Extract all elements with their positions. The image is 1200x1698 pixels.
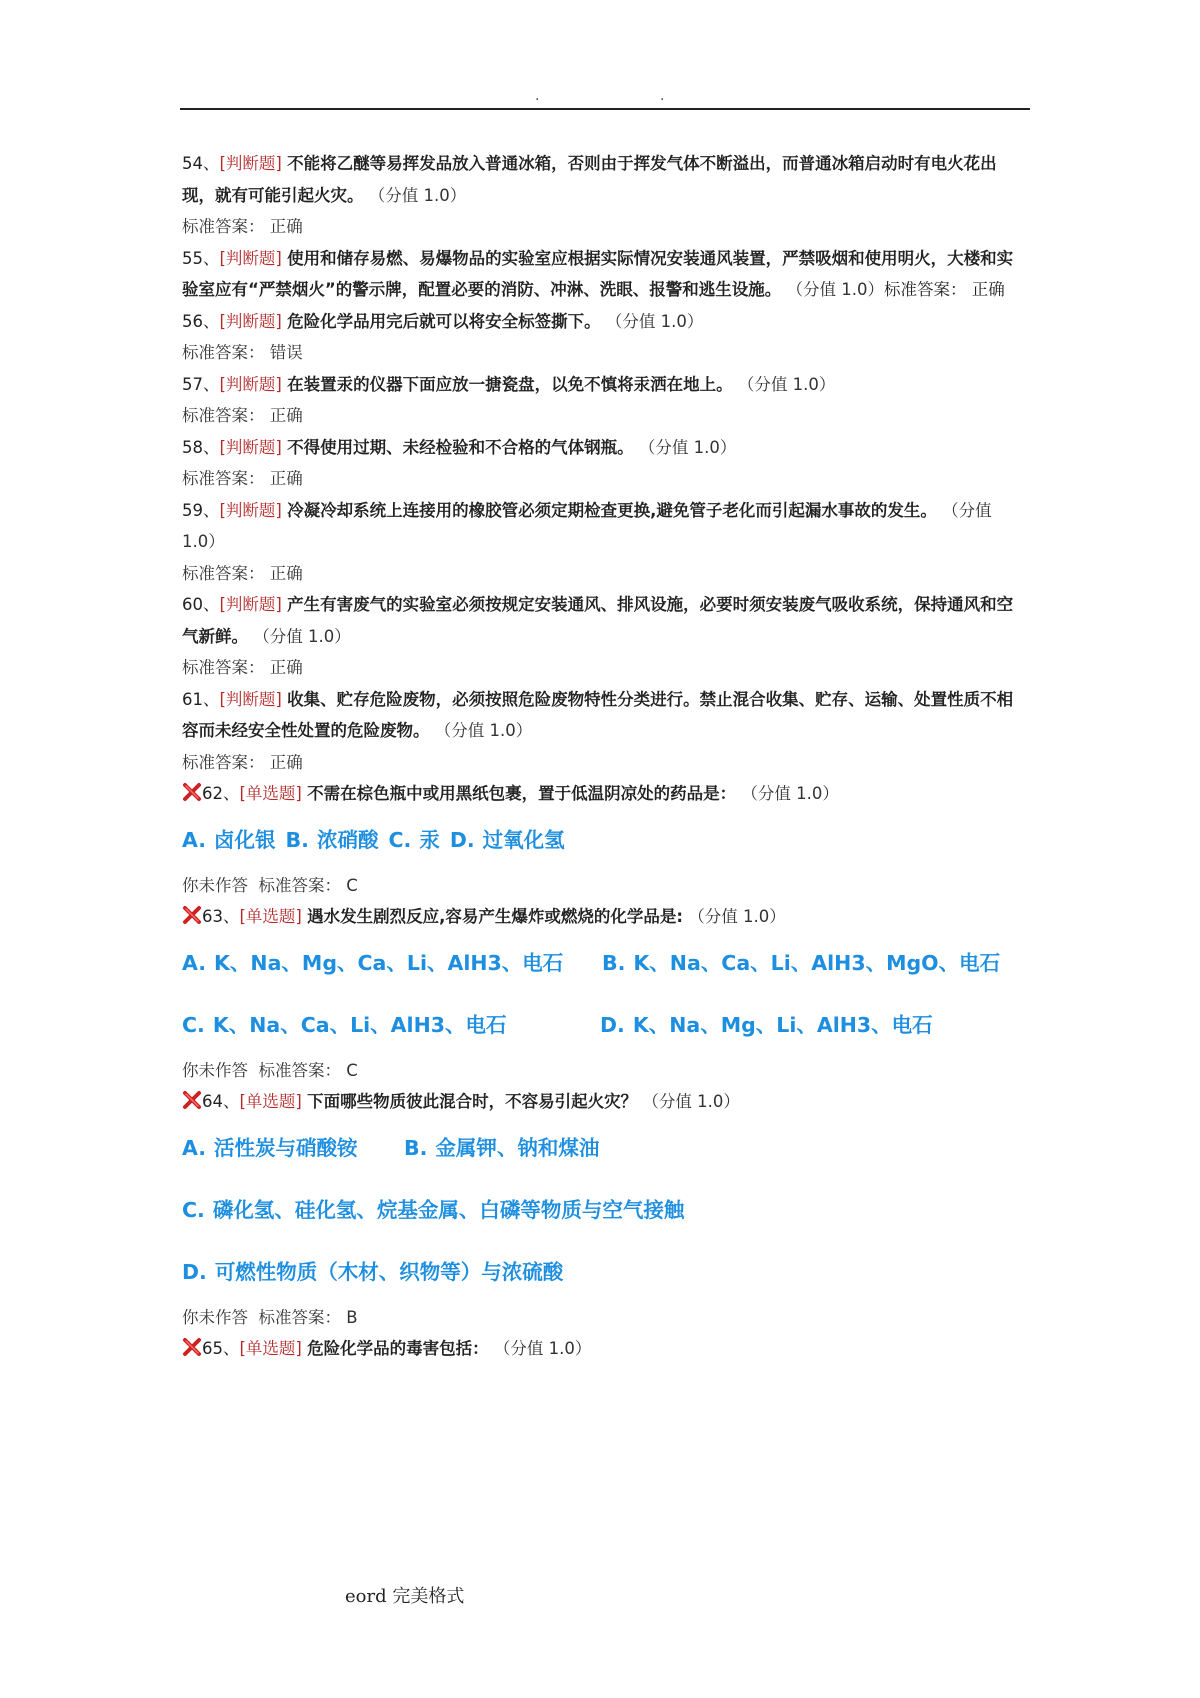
question-type: [判断题] [219,595,282,614]
option-d [182,1256,563,1288]
question-type: [单选题] [239,1092,302,1111]
option-label: A. [182,950,207,975]
question-60 [182,589,1017,652]
options-row [182,1009,1017,1041]
question-number: 64、 [202,1092,240,1111]
header-rule [180,108,1030,110]
question-number: 61、 [182,689,220,709]
option-text: K、Na、Mg、Ca、Li、AlH3、电石 [214,950,564,975]
option-text: 浓硝酸 [316,827,379,852]
question-65 [182,1333,1017,1365]
question-stem: 不得使用过期、未经检验和不合格的气体钢瓶。 [287,437,634,457]
option-label: C. [182,1012,205,1037]
question-stem: 不需在棕色瓶中或用黑纸包裹，置于低温阴凉处的药品是： [307,784,737,803]
question-type: [判断题] [219,689,282,709]
question-type: [单选题] [239,907,302,926]
answer-line [182,870,1017,902]
question-number: 55、 [182,248,220,268]
answer-label: 标准答案： [258,875,341,895]
wrong-mark-icon [182,1337,202,1357]
option-a [182,1132,404,1164]
question-stem: 下面哪些物质彼此混合时，不容易引起火灾？ [307,1092,638,1111]
answer-label: 标准答案： [182,217,265,236]
question-stem: 不能将乙醚等易挥发品放入普通冰箱，否则由于挥发气体不断溢出，而普通冰箱启动时有电火花出现，就有可能引起火灾。 [182,154,997,205]
question-59 [182,495,1017,558]
header-dot: . [535,88,540,104]
options-row [182,1132,1017,1164]
question-54 [182,148,1017,211]
question-score: （分值 1.0） [493,1339,592,1358]
question-58 [182,432,1017,464]
question-score: （分值 1.0） [368,185,467,205]
option-text: 卤化银 [214,827,276,852]
option-label: A. [182,1135,207,1160]
answer-label: 标准答案： [258,1307,341,1327]
wrong-mark-icon [182,905,202,925]
question-number: 60、 [182,595,220,614]
options-row [182,1256,1017,1288]
answer-label: 标准答案： [182,406,265,425]
question-score: （分值 1.0） [688,907,786,926]
answer-value: 错误 [269,343,303,362]
question-stem: 危险化学品用完后就可以将安全标签撕下。 [287,311,601,331]
option-d [450,824,565,856]
option-text: K、Na、Ca、Li、AlH3、电石 [212,1012,507,1037]
answer-value: 正确 [269,563,303,583]
header-dot: . [660,88,665,104]
option-text: 金属钾、钠和煤油 [435,1135,600,1160]
answer-line [182,1055,1017,1087]
question-63 [182,901,1017,933]
option-b [286,824,379,856]
option-b [404,1132,599,1164]
answer-label: 标准答案： [182,469,265,488]
question-stem: 遇水发生剧烈反应,容易产生爆炸或燃烧的化学品是: [307,907,683,926]
question-score: （分值 1.0） [605,311,704,331]
answer-line [182,1302,1017,1334]
question-number: 54、 [182,154,220,173]
answer-label: 标准答案： [182,343,265,362]
answer-line [182,558,1017,590]
question-type: [单选题] [239,784,302,803]
question-score: （分值 1.0） [434,721,533,740]
question-stem: 危险化学品的毒害包括： [307,1339,489,1358]
question-type: [判断题] [219,500,282,520]
option-label: B. [285,827,309,852]
answer-line [182,400,1017,432]
question-number: 63、 [202,907,240,926]
question-score: （分值 1.0） [741,784,839,803]
option-text: 可燃性物质（木材、织物等）与浓硫酸 [214,1259,564,1284]
answer-value: 正确 [269,658,303,677]
question-stem: 在装置汞的仪器下面应放一搪瓷盘，以免不慎将汞洒在地上。 [287,374,733,394]
question-type: [判断题] [219,154,282,173]
page-footer: eord 完美格式 [345,1586,465,1607]
answer-label: 标准答案： [182,563,265,583]
wrong-mark-icon [182,1090,202,1110]
page-header [180,88,1030,104]
question-score: （分值 1.0） [737,374,836,394]
answer-line [182,337,1017,369]
option-text: K、Na、Mg、Li、AlH3、电石 [632,1012,933,1037]
answer-status: 你未作答 [182,1060,248,1080]
question-stem: 产生有害废气的实验室必须按规定安装通风、排风设施，必要时须安装废气吸收系统，保持通风和空气新鲜。 [182,595,1014,646]
question-number: 56、 [182,311,220,331]
option-label: B. [404,1135,428,1160]
options-row [182,947,1017,979]
question-number: 62、 [202,784,240,803]
option-a [182,824,276,856]
option-a [182,947,602,979]
answer-value: C [346,1060,358,1080]
option-c [182,1009,600,1041]
question-64 [182,1086,1017,1118]
question-score: （分值 1.0） [642,1092,740,1111]
wrong-mark-icon [182,782,202,802]
question-number: 57、 [182,374,220,394]
question-62 [182,778,1017,810]
option-text: K、Na、Ca、Li、AlH3、MgO、电石 [633,950,1001,975]
question-type: [单选题] [239,1339,302,1358]
option-label: C. [182,1197,205,1222]
answer-line [182,211,1017,243]
options [182,824,1017,856]
option-text: 活性炭与硝酸铵 [214,1135,358,1160]
answer-label: 标准答案： [883,280,967,299]
question-score: （分值 1.0） [786,280,884,299]
question-score: （分值 1.0） [253,626,351,646]
option-label: A. [182,827,207,852]
option-label: D. [449,827,475,852]
question-stem: 使用和储存易燃、易爆物品的实验室应根据实际情况安装通风装置，严禁吸烟和使用明火，大楼和实验室应有“严禁烟火”的警示牌，配置必要的消防、冲淋、洗眼、报警和逃生设施。 [182,248,1014,299]
question-stem: 冷凝冷却系统上连接用的橡胶管必须定期检查更换,避免管子老化而引起漏水事故的发生。 [287,500,937,520]
option-text: 磷化氢、硅化氢、烷基金属、白磷等物质与空气接触 [212,1197,685,1222]
answer-value: 正确 [971,280,1005,299]
answer-status: 你未作答 [182,875,248,895]
answer-value: 正确 [269,217,303,236]
option-b [602,947,1000,979]
answer-line [182,747,1017,779]
question-number: 58、 [182,437,220,457]
option-c [182,1194,684,1226]
answer-status: 你未作答 [182,1307,248,1327]
question-score: （分值 1.0） [638,437,737,457]
options [182,947,1017,1041]
answer-label: 标准答案： [182,658,265,677]
question-57 [182,369,1017,401]
options-row [182,824,1017,856]
question-55 [182,243,1017,306]
question-56 [182,306,1017,338]
options [182,1132,1017,1288]
option-c [388,824,439,856]
question-score: （分值 1.0） [182,500,992,551]
question-type: [判断题] [219,374,282,394]
options-row [182,1194,1017,1226]
option-text: 汞 [419,827,440,852]
answer-label: 标准答案： [182,752,265,772]
option-label: C. [388,827,412,852]
option-d [600,1009,933,1041]
option-label: B. [602,950,626,975]
option-label: D. [600,1012,625,1037]
question-number: 59、 [182,500,220,520]
question-list [182,148,1017,1365]
question-type: [判断题] [219,311,282,331]
answer-line [182,463,1017,495]
question-type: [判断题] [219,437,282,457]
answer-label: 标准答案： [258,1060,341,1080]
question-stem: 收集、贮存危险废物，必须按照危险废物特性分类进行。禁止混合收集、贮存、运输、处置性质不相容而未经安全性处置的危险废物。 [182,689,1014,740]
answer-value: B [346,1307,358,1327]
answer-line [182,652,1017,684]
question-number: 65、 [202,1339,240,1358]
answer-value: 正确 [269,469,303,488]
answer-value: 正确 [269,752,303,772]
answer-value: 正确 [269,406,303,425]
option-text: 过氧化氢 [482,827,565,852]
option-label: D. [182,1259,207,1284]
question-type: [判断题] [219,248,282,268]
question-61 [182,684,1017,747]
answer-value: C [346,875,358,895]
